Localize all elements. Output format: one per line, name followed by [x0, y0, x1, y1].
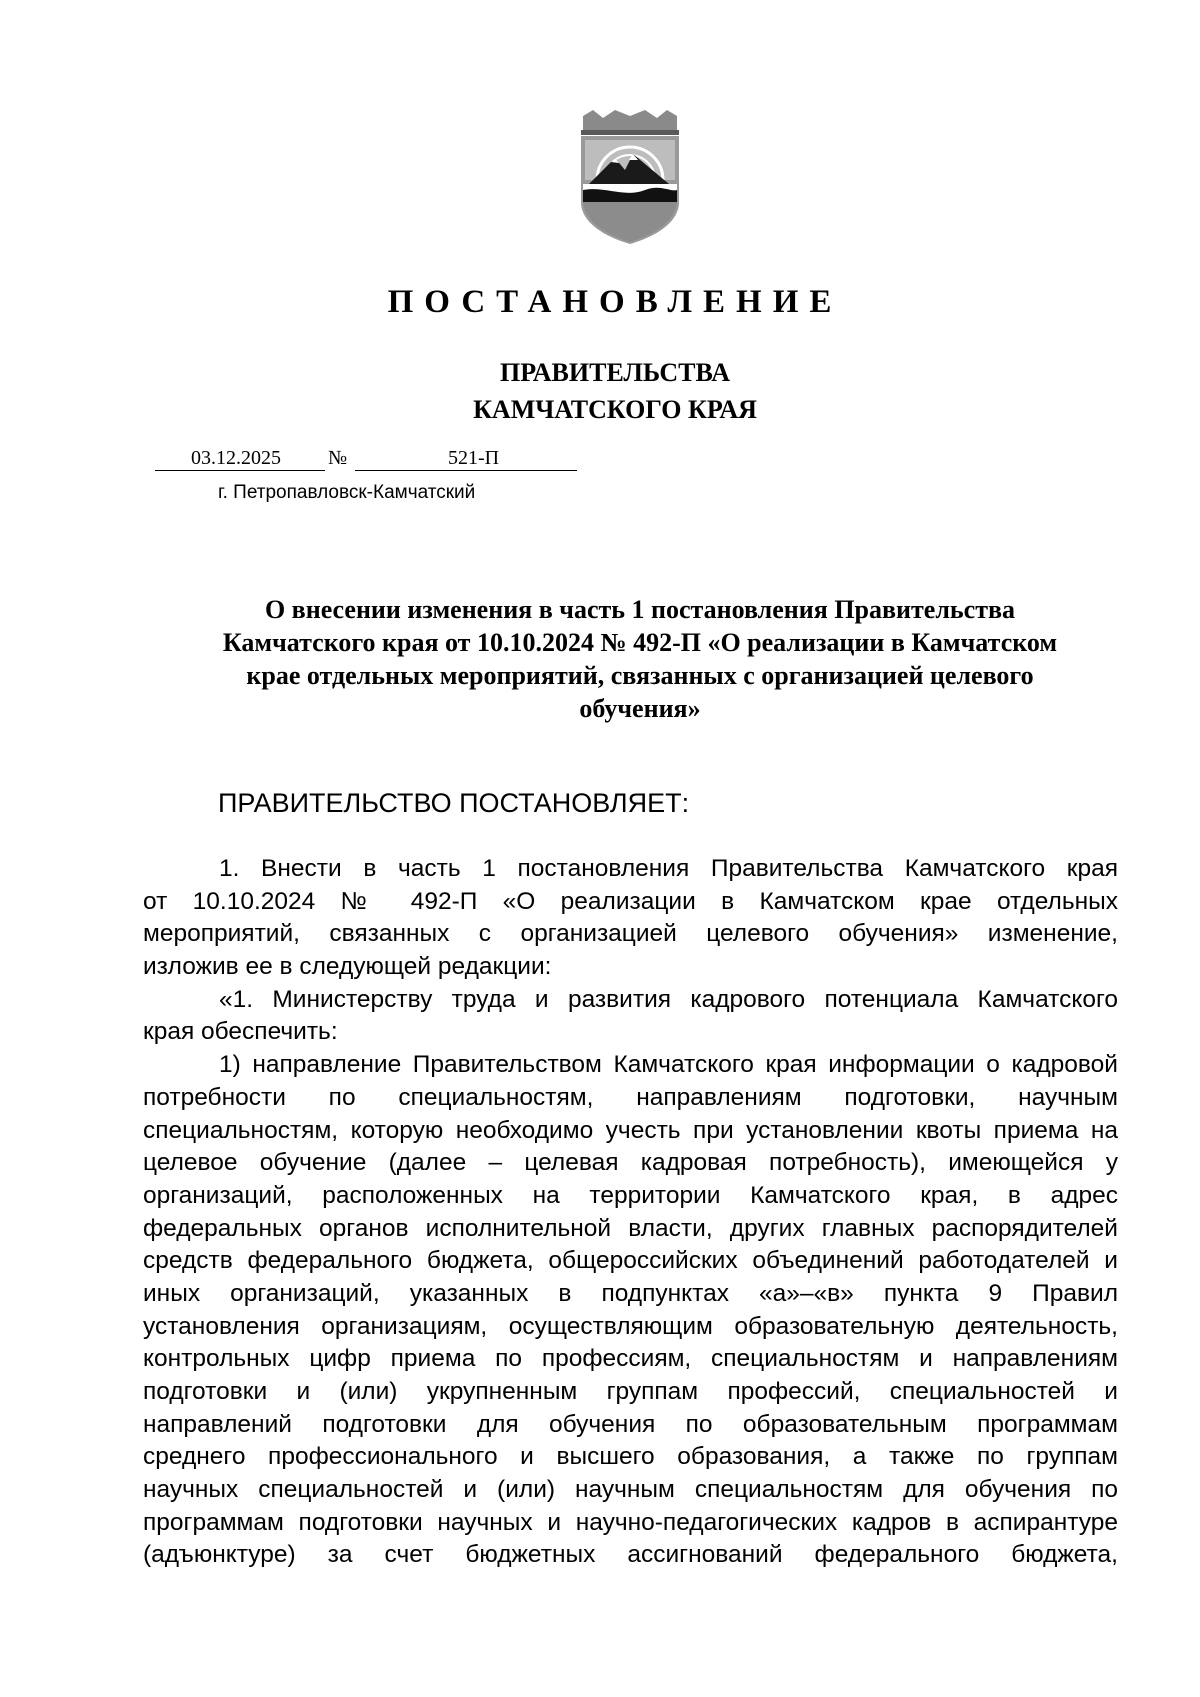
- document-title: [150, 593, 1130, 725]
- title-line: Камчатского края от 10.10.2024 № 492-П «О реализации в Камчатском: [222, 628, 1058, 657]
- body-line: подготовки и (или) укрупненным группам профессий, специальностей и: [143, 1378, 1118, 1405]
- body-line: от 10.10.2024 № 492-П «О реализации в Камчатском крае отдельных: [143, 887, 1118, 915]
- document-type-heading: ПОСТАНОВЛЕНИЕ: [387, 284, 843, 320]
- document-number: 521-П: [448, 447, 500, 469]
- body-line: изложив ее в следующей редакции:: [143, 953, 552, 981]
- body-line: средств федерального бюджета, общероссийских объединений работодателей и: [143, 1247, 1118, 1275]
- body-line: направлений подготовки для обучения по образовательным программам: [143, 1410, 1118, 1438]
- body-line: потребности по специальностям, направлениям подготовки, научным: [143, 1083, 1118, 1111]
- body-line: 1. Внести в часть 1 постановления Правительства Камчатского края: [219, 855, 1118, 882]
- place-of-issue: г. Петропавловск-Камчатский: [218, 482, 476, 503]
- document-date: 03.12.2025: [191, 447, 281, 469]
- issuing-authority: [0, 354, 1200, 428]
- body-line: среднего профессионального и высшего образования, а также по группам: [143, 1443, 1118, 1471]
- authority-line-2: КАМЧАТСКОГО КРАЯ: [473, 395, 757, 424]
- body-line: «1. Министерству труда и развития кадрового потенциала Камчатского: [219, 985, 1118, 1013]
- resolution-clause: ПРАВИТЕЛЬСТВО ПОСТАНОВЛЯЕТ:: [218, 788, 690, 818]
- date-underline: [155, 470, 325, 471]
- body-line: целевое обучение (далее – целевая кадровая потребность), имеющейся у: [143, 1149, 1118, 1177]
- document-body: [143, 853, 1118, 1572]
- body-line: иных организаций, указанных в подпунктах «а»–«в» пункта 9 Правил: [143, 1279, 1118, 1307]
- title-line: обучения»: [579, 694, 701, 723]
- number-underline: [355, 470, 577, 471]
- body-line: 1) направление Правительством Камчатского края информации о кадровой: [219, 1051, 1118, 1079]
- body-line: организаций, расположенных на территории Камчатского края, в адрес: [143, 1181, 1118, 1209]
- body-line: мероприятий, связанных с организацией целевого обучения» изменение,: [143, 920, 1118, 948]
- body-line: федеральных органов исполнительной власти, других главных распорядителей: [143, 1214, 1118, 1242]
- number-sign: №: [328, 447, 348, 469]
- body-line: (адъюнктуре) за счет бюджетных ассигнований федерального бюджета,: [143, 1541, 1118, 1569]
- title-line: крае отдельных мероприятий, связанных с организацией целевого: [246, 661, 1034, 690]
- title-line: О внесении изменения в часть 1 постановления Правительства: [264, 595, 1016, 624]
- body-line: специальностям, которую необходимо учесть при установлении квоты приема на: [143, 1116, 1118, 1144]
- body-line: установления организациям, осуществляющим образовательную деятельность,: [143, 1312, 1118, 1340]
- body-line: научных специальностей и (или) научным специальностям для обучения по: [143, 1476, 1118, 1504]
- authority-line-1: ПРАВИТЕЛЬСТВА: [500, 358, 730, 387]
- body-line: края обеспечить:: [143, 1018, 338, 1046]
- body-line: программам подготовки научных и научно-педагогических кадров в аспирантуре: [143, 1508, 1118, 1536]
- coat-of-arms-emblem: [575, 110, 685, 245]
- body-line: контрольных цифр приема по профессиям, специальностям и направлениям: [143, 1345, 1118, 1373]
- registration-line: [155, 447, 585, 473]
